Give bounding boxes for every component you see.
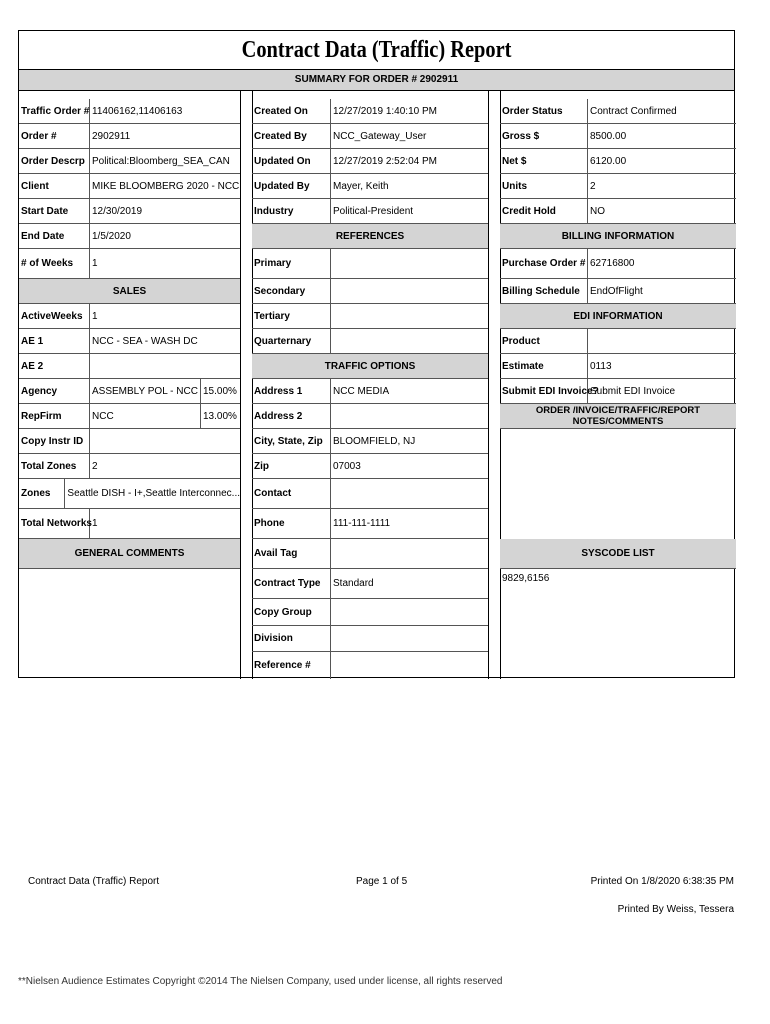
field-value: Contract Confirmed [590,105,677,117]
field-value: NCC MEDIA [333,385,390,397]
field-value: 1 [92,258,98,269]
field-label: Primary [252,249,331,278]
commission-percent: 15.00% [200,379,240,403]
field-value: Submit EDI Invoice [590,385,676,397]
field-label: Purchase Order # [500,249,588,278]
footer-report-name: Contract Data (Traffic) Report [28,876,160,887]
table-row [500,174,736,199]
field-label: Client [19,174,90,198]
field-label: Units [500,174,588,198]
table-row [19,304,240,329]
field-value: NCC [92,410,114,422]
field-label: Zip [252,454,331,478]
summary-header: SUMMARY FOR ORDER # 2902911 [19,69,734,91]
table-row [252,304,488,329]
field-label: Credit Hold [500,199,588,223]
field-value [331,404,333,428]
field-value [331,652,333,679]
field-value: NO [590,205,605,217]
field-label: AE 1 [19,329,90,353]
printed-by: Printed By Weiss, Tessera [617,904,734,915]
field-value: 12/27/2019 1:40:10 PM [333,105,437,117]
traffic-options-header: TRAFFIC OPTIONS [252,354,488,379]
field-label: Secondary [252,279,331,303]
table-row [252,652,488,679]
field-value [331,249,333,278]
table-row [500,249,736,279]
column-divider [488,91,489,679]
field-value: 1/5/2020 [92,230,131,242]
field-label: End Date [19,224,90,248]
field-label: Updated On [252,149,331,173]
status-column [500,99,736,679]
field-label: Start Date [19,199,90,223]
table-row [500,379,736,404]
field-label: Total Networks [19,509,90,538]
field-label: Agency [19,379,90,403]
copyright-notice: **Nielsen Audience Estimates Copyright ©2014 The Nielsen Company, used under license, all rights reserved [18,976,503,987]
field-value: MIKE BLOOMBERG 2020 - NCC [92,180,240,192]
table-row [19,199,240,224]
field-label: Address 1 [252,379,331,403]
table-row [252,199,488,224]
billing-information-header: BILLING INFORMATION [500,224,736,249]
field-label: AE 2 [19,354,90,378]
table-row [252,149,488,174]
field-label: Contact [252,479,331,508]
sales-header: SALES [19,279,240,304]
table-row [252,479,488,509]
field-label: Order Status [500,99,588,123]
table-row [19,454,240,479]
field-label: Address 2 [252,404,331,428]
table-row [500,199,736,224]
field-value: BLOOMFIELD, NJ [333,435,416,447]
table-row [252,99,488,124]
field-label: Order # [19,124,90,148]
field-label: Net $ [500,149,588,173]
printed-on: Printed On 1/8/2020 6:38:35 PM [590,876,734,887]
table-row [500,354,736,379]
field-label: City, State, Zip [252,429,331,453]
table-row [19,429,240,454]
table-row [252,429,488,454]
field-value [331,599,333,625]
field-value: 1 [92,518,98,529]
field-label: Gross $ [500,124,588,148]
field-label: Estimate [500,354,588,378]
table-row [252,454,488,479]
table-row [19,174,240,199]
field-value [90,354,92,378]
table-row [252,404,488,429]
field-label: Zones [19,479,65,508]
table-row [252,124,488,149]
field-value: Seattle DISH - I+,Seattle Interconnec... [67,488,240,499]
table-row [19,149,240,174]
field-label: RepFirm [19,404,90,428]
table-row [252,329,488,354]
field-value: 07003 [333,460,361,472]
field-label: Traffic Order # [19,99,90,123]
field-label: Product [500,329,588,353]
table-row [500,149,736,174]
field-value: ASSEMBLY POL - NCC [92,385,198,397]
field-label: Updated By [252,174,331,198]
references-header: REFERENCES [252,224,488,249]
field-value: 1 [92,310,98,322]
edi-information-header: EDI INFORMATION [500,304,736,329]
table-row [500,279,736,304]
field-value: EndOfFlight [590,285,643,297]
table-row [19,354,240,379]
field-value: 11406162,11406163 [92,105,183,117]
field-value: 2 [92,460,98,472]
field-label: # of Weeks [19,249,90,278]
table-row [19,124,240,149]
syscode-list-header: SYSCODE LIST [500,539,736,569]
field-value: 111-111-1111 [333,518,391,529]
table-row [252,174,488,199]
table-row [19,224,240,249]
field-value: 12/27/2019 2:52:04 PM [333,155,437,167]
audit-column [252,99,488,679]
table-row [252,569,488,599]
table-row [252,509,488,539]
field-value: 12/30/2019 [92,205,143,217]
field-label: Created On [252,99,331,123]
table-row [19,329,240,354]
report-frame [18,30,735,678]
notes-header: ORDER /INVOICE/TRAFFIC/REPORT NOTES/COMMENTS [500,404,736,429]
field-value: NCC - SEA - WASH DC [92,335,198,347]
column-divider [240,91,241,679]
table-row [19,99,240,124]
field-value: 2 [590,180,596,192]
field-value [90,429,92,453]
table-row [252,379,488,404]
table-row [252,599,488,626]
field-label: Billing Schedule [500,279,588,303]
field-value [331,279,333,303]
field-label: Order Descrp [19,149,90,173]
field-value: Political-President [333,205,414,217]
field-label: Quarternary [252,329,331,353]
table-row [500,329,736,354]
syscode-list-value: 9829,6156 [502,573,550,584]
field-label: ActiveWeeks [19,304,90,328]
field-value: Political:Bloomberg_SEA_CAN [92,155,230,167]
field-label: Avail Tag [252,539,331,568]
general-comments-header: GENERAL COMMENTS [19,539,240,569]
field-label: Contract Type [252,569,331,598]
order-column [19,99,240,679]
table-row [19,249,240,279]
field-label: Total Zones [19,454,90,478]
table-row [19,404,240,429]
field-label: Submit EDI Invoice? [500,379,588,403]
table-row [19,379,240,404]
field-label: Copy Group [252,599,331,625]
field-label: Reference # [252,652,331,679]
table-row [252,279,488,304]
field-value: 6120.00 [590,155,627,167]
field-label: Tertiary [252,304,331,328]
table-row [19,509,240,539]
field-value [331,329,333,353]
field-label: Phone [252,509,331,538]
field-label: Industry [252,199,331,223]
field-value [331,304,333,328]
field-value: 2902911 [92,130,131,142]
field-value: 62716800 [590,258,635,269]
table-row [252,539,488,569]
field-label: Copy Instr ID [19,429,90,453]
field-label: Created By [252,124,331,148]
field-label: Division [252,626,331,651]
field-value [331,626,333,651]
page-title: Contract Data (Traffic) Report [241,37,512,63]
table-row [19,479,240,509]
field-value: 0113 [590,360,612,372]
page-number: Page 1 of 5 [356,876,408,887]
commission-percent: 13.00% [200,404,240,428]
field-value: 8500.00 [590,130,627,142]
table-row [500,99,736,124]
field-value: Mayer, Keith [333,180,389,192]
field-value: NCC_Gateway_User [333,130,427,142]
table-row [252,249,488,279]
table-row [500,124,736,149]
field-value: Standard [333,578,374,589]
table-row [252,626,488,652]
field-value [588,329,590,353]
field-value [331,539,333,568]
field-value [331,479,333,508]
